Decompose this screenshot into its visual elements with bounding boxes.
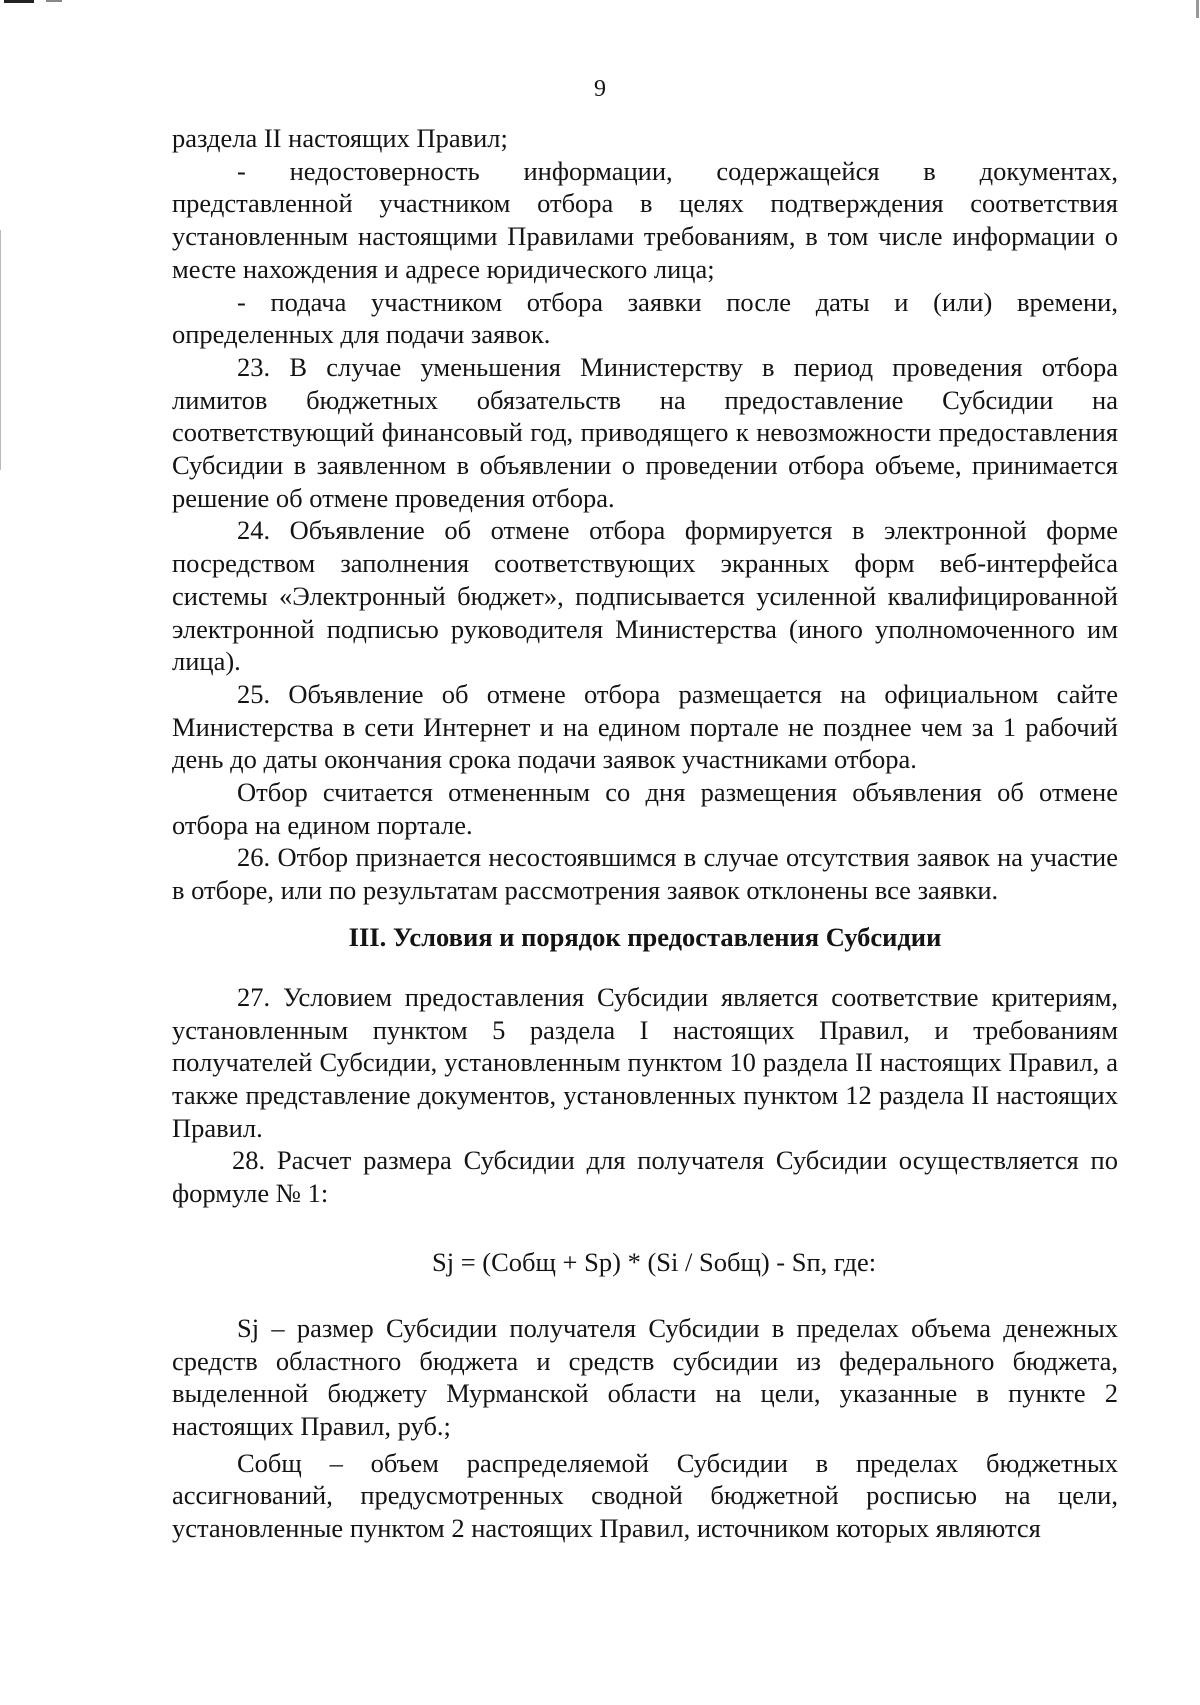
scan-artifact-top-left-dots bbox=[46, 0, 62, 2]
paragraph-bullet-unreliable-info: - недостоверность информации, содержащейся в документах, представленной участником отбора в целях подтверждения соответствия установленным настоящими Правилами требованиям, в том числе информации о месте нахождения и адресе юридического лица; bbox=[172, 155, 1118, 284]
definition-sj: Sj – размер Субсидии получателя Субсидии в пределах объема денежных средств областного бюджета и средств субсидии из федерального бюджета, выделенной бюджету Мурманской области на цели, указанные в пункте 2 настоящих Правил, руб.; bbox=[172, 1312, 1118, 1441]
page-number: 9 bbox=[594, 76, 606, 102]
document-body bbox=[172, 122, 1118, 1545]
paragraph-item-23: 23. В случае уменьшения Министерству в период проведения отбора лимитов бюджетных обязательств на предоставление Субсидии на соответствующий финансовый год, приводящего к невозможности предоставления Субсидии в заявленном в объявлении о проведении отбора объеме, принимается решение об отмене проведения отбора. bbox=[172, 351, 1118, 513]
paragraph-item-27: 27. Условием предоставления Субсидии является соответствие критериям, установленным пунктом 5 раздела I настоящих Правил, и требованиям получателей Субсидии, установленным пунктом 10 раздела II настоящих Правил, а также представление документов, установленных пунктом 12 раздела II настоящих Правил. bbox=[172, 981, 1118, 1143]
definition-sobsch: Собщ – объем распределяемой Субсидии в пределах бюджетных ассигнований, предусмотренных сводной бюджетной росписью на цели, установленные пунктом 2 настоящих Правил, источником которых являются bbox=[172, 1447, 1118, 1544]
formula: Sj = (Cобщ + Sp) * (Si / Sобщ) - Sп, где: bbox=[432, 1246, 877, 1277]
paragraph-selection-cancelled: Отбор считается отмененным со дня размещения объявления об отмене отбора на едином портале. bbox=[172, 777, 1118, 840]
paragraph-bullet-late-submission: - подача участником отбора заявки после даты и (или) времени, определенных для подачи заявок. bbox=[172, 286, 1118, 350]
paragraph-continuation: раздела II настоящих Правил; bbox=[172, 123, 508, 153]
scan-artifact-left-edge bbox=[0, 230, 1, 470]
paragraph-item-28: 28. Расчет размера Субсидии для получателя Субсидии осуществляется по формуле № 1: bbox=[172, 1145, 1118, 1209]
scan-artifact-right-edge bbox=[1196, 0, 1199, 18]
paragraph-item-26: 26. Отбор признается несостоявшимся в случае отсутствия заявок на участие в отборе, или по результатам рассмотрения заявок отклонены все заявки. bbox=[172, 842, 1118, 906]
section-heading: III. Условия и порядок предоставления Субсидии bbox=[348, 921, 942, 952]
paragraph-item-25: 25. Объявление об отмене отбора размещается на официальном сайте Министерства в сети Интернет и на едином портале не позднее чем за 1 рабочий день до даты окончания срока подачи заявок участниками отбора. bbox=[172, 678, 1118, 775]
scan-artifact-top-left bbox=[4, 0, 34, 3]
paragraph-item-24: 24. Объявление об отмене отбора формируется в электронной форме посредством заполнения соответствующих экранных форм веб-интерфейса системы «Электронный бюджет», подписывается усиленной квалифицированной электронной подписью руководителя Министерства (иного уполномоченного им лица). bbox=[172, 515, 1118, 677]
